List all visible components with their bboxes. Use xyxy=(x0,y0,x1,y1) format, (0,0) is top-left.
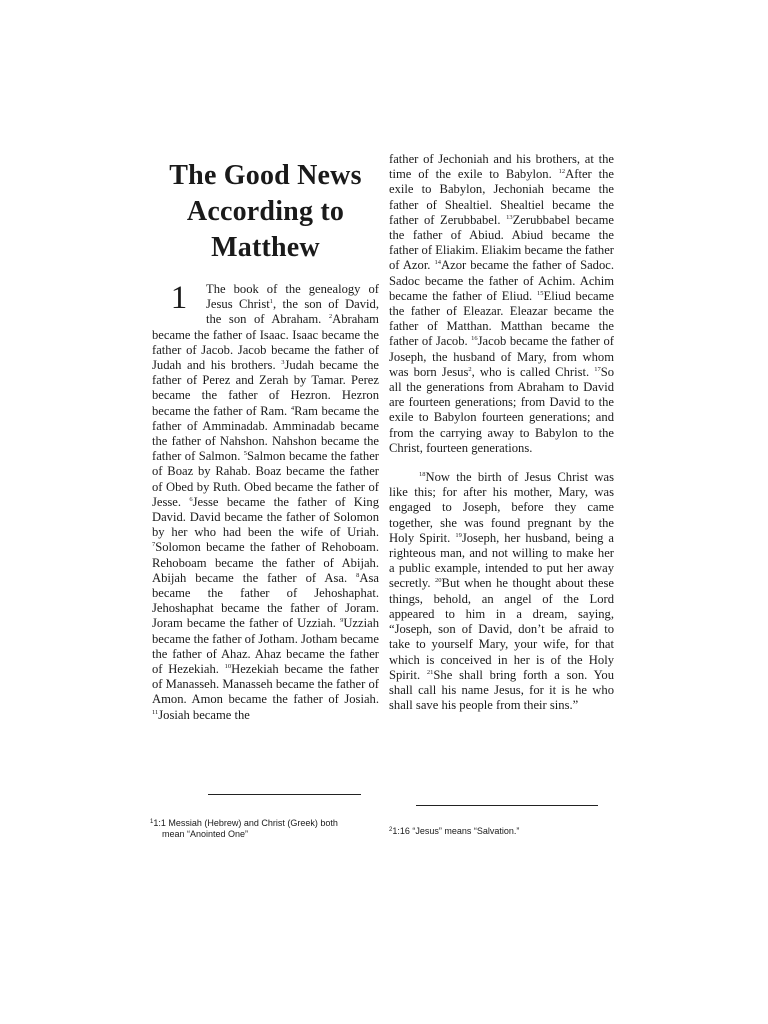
verse-number: 16 xyxy=(471,335,478,343)
verse-21: She shall bring forth a son. You shall call his name Jesus, for it is he who shall save his people from their sins.” xyxy=(389,667,614,713)
footnote-1-line-1: 1:1 Messiah (Hebrew) and Christ (Greek) both xyxy=(153,818,338,828)
verse-3: Judah became the father of Perez and Zerah by Tamar. Perez became the father of Hezron. Hezron became the father of Ram. xyxy=(152,358,379,418)
verse-number: 4 xyxy=(290,404,295,412)
verse-11-start: Josiah became the xyxy=(158,707,250,722)
left-column xyxy=(152,152,379,723)
verse-number: 12 xyxy=(558,168,566,176)
verse-1-tail: , the son of David, the son of Abraham. xyxy=(206,297,379,327)
footnote-marker: 1 xyxy=(150,819,154,825)
verse-15: Eliud became the father of Eleazar. Eleazar became the father of Matthan. Matthan became the father of Jacob. xyxy=(389,288,615,349)
verse-number: 10 xyxy=(224,663,232,671)
verse-11-end: father of Jechoniah and his brothers, at the time of the exile to Babylon. xyxy=(389,152,614,182)
footnote-1 xyxy=(150,818,382,840)
verse-number: 9 xyxy=(340,617,344,625)
verse-5: Salmon became the father of Boaz by Rahab. Boaz became the father of Obed by Ruth. Obed became the father of Jesse. xyxy=(152,449,379,509)
footnote-2-text: 1:16 “Jesus” means “Salvation.” xyxy=(392,826,520,836)
chapter-number: 1 xyxy=(170,280,188,316)
verse-number: 3 xyxy=(281,359,285,367)
verse-16-tail: , who is called Christ. xyxy=(471,364,590,379)
verse-2: Abraham became the father of Isaac. Isaac became the father of Jacob. Jacob became the father of Judah and his brothers. xyxy=(152,312,379,373)
verse-number: 13 xyxy=(506,213,513,221)
verse-14: Azor became the father of Sadoc. Sadoc became the father of Achim. Achim became the father of Eliud. xyxy=(389,258,614,303)
verse-10: Hezekiah became the father of Manasseh. Manasseh became the father of Amon. Amon became the father of Josiah. xyxy=(152,662,379,707)
verse-6: Jesse became the father of King David. David became the father of Solomon by her who had been the wife of Uriah. xyxy=(152,494,379,540)
footnote-divider-right xyxy=(416,805,598,806)
footnote-ref-1[interactable]: 1 xyxy=(269,298,274,306)
chapter-text-right xyxy=(389,152,614,456)
paragraph-birth xyxy=(389,470,614,713)
verse-number: 20 xyxy=(435,577,442,585)
footnote-ref-2[interactable]: 2 xyxy=(468,365,472,373)
verse-number: 14 xyxy=(434,259,442,267)
verse-20: But when he thought about these things, behold, an angel of the Lord appeared to him in a dream, saying, “Joseph, son of David, don’t be afraid to take to yourself Mary, your wife, for that which is conceived in her is of the Holy Spirit. xyxy=(389,576,614,682)
verse-18: Now the birth of Jesus Christ was like this; for after his mother, Mary, was engaged to Joseph, before they came together, she was found pregnant by the Holy Spirit. xyxy=(389,470,614,545)
verse-8: Asa became the father of Jehoshaphat. Jehoshaphat became the father of Joram. Joram became the father of Uzziah. xyxy=(152,570,379,631)
title-line-2: According to xyxy=(186,196,345,227)
right-column xyxy=(389,152,614,713)
verse-number: 19 xyxy=(455,531,462,539)
title-line-3: Matthew xyxy=(211,232,320,263)
verse-1: The book of the genealogy of Jesus Christ xyxy=(206,282,379,312)
footnote-1-line-2: mean “Anointed One” xyxy=(162,829,249,839)
verse-19: Joseph, her husband, being a righteous man, and not willing to make her a public example, intended to put her away secretly. xyxy=(389,530,614,591)
verse-number: 21 xyxy=(426,668,434,676)
verse-number: 18 xyxy=(419,471,426,479)
verse-number: 5 xyxy=(243,450,248,458)
verse-12: After the exile to Babylon, Jechoniah became the father of Shealtiel. Shealtiel became the father of Zerubbabel. xyxy=(389,167,614,227)
verse-number: 15 xyxy=(537,289,544,297)
verse-number: 17 xyxy=(594,365,601,373)
book-title xyxy=(152,158,379,266)
chapter-1 xyxy=(152,282,379,723)
chapter-text-left xyxy=(152,282,379,723)
title-line-1: The Good News xyxy=(169,160,362,191)
verse-number: 11 xyxy=(152,708,159,716)
verse-7: Solomon became the father of Rehoboam. Rehoboam became the father of Abijah. Abijah became the father of Asa. xyxy=(152,540,379,585)
footnote-marker: 2 xyxy=(389,827,393,833)
verse-13: Zerubbabel became the father of Abiud. Abiud became the father of Eliakim. Eliakim became the father of Azor. xyxy=(389,212,614,273)
verse-number: 8 xyxy=(356,571,360,579)
verse-number: 2 xyxy=(328,313,333,321)
verse-9: Uzziah became the father of Jotham. Jotham became the father of Ahaz. Ahaz became the father of Hezekiah. xyxy=(152,616,379,677)
footnote-2 xyxy=(389,826,614,837)
verse-17: So all the generations from Abraham to David are fourteen generations; from David to the exile to Babylon fourteen generations; and from the carrying away to Babylon to the Christ, fourteen generations. xyxy=(389,364,614,455)
verse-16: Jacob became the father of Joseph, the husband of Mary, from whom was born Jesus xyxy=(389,334,614,379)
verse-4: Ram became the father of Amminadab. Amminadab became the father of Nahshon. Nahshon became the father of Salmon. xyxy=(152,403,380,464)
footnote-divider-left xyxy=(208,794,361,795)
verse-number: 6 xyxy=(189,495,193,503)
verse-number: 7 xyxy=(152,541,156,549)
